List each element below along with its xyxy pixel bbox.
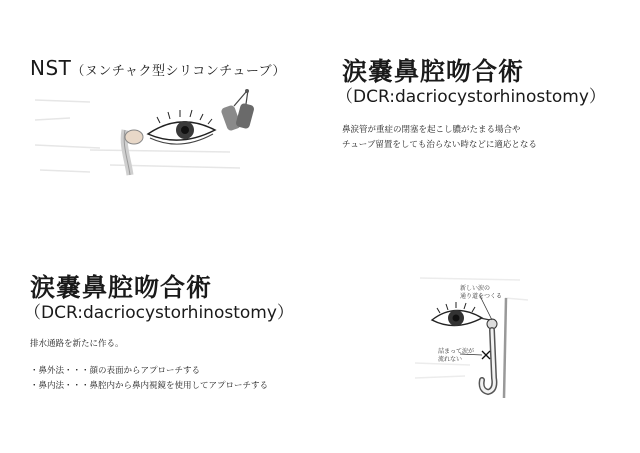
dcr-top-description [342,123,537,153]
dcr-diagram-label-line: 流れない [438,356,463,363]
dcr-method-item: ・鼻外法・・・顔の表面からアプローチする [30,366,201,376]
nst-title [30,56,286,80]
dcr-top-subtitle: （DCR:dacriocystorhinostomy） [336,87,606,107]
dcr-bottom-methods [30,364,268,394]
dcr-diagram-label-line: 通り道をつくる [460,293,503,300]
nst-eye-illustration [30,90,245,185]
dcr-top-title: 涙嚢鼻腔吻合術 [342,57,525,86]
dcr-diagram-label-line: 詰まって涙が [438,348,475,355]
nst-tube-product-image [220,88,260,136]
dcr-diagram-label-line: 新しい涙の [460,285,491,292]
dcr-bottom-subtitle: （DCR:dacriocystorhinostomy） [24,303,294,323]
dcr-bottom-intro: 排水通路を新たに作る。 [30,339,124,349]
dcr-top-description-line: 鼻涙管が重症の閉塞を起こし膿がたまる場合や [342,125,521,135]
dcr-top-description-line: チューブ留置をしても治らない時などに適応となる [342,140,537,150]
nst-title-sub: （ヌンチャク型シリコンチューブ） [71,64,286,79]
dcr-bottom-title: 涙嚢鼻腔吻合術 [30,273,213,302]
dcr-method-item: ・鼻内法・・・鼻腔内から鼻内視鏡を使用してアプローチする [30,381,269,391]
nst-title-main: NST [30,56,72,80]
dcr-diagram-label-new-path [460,285,502,301]
dcr-diagram-label-blocked [438,348,474,364]
